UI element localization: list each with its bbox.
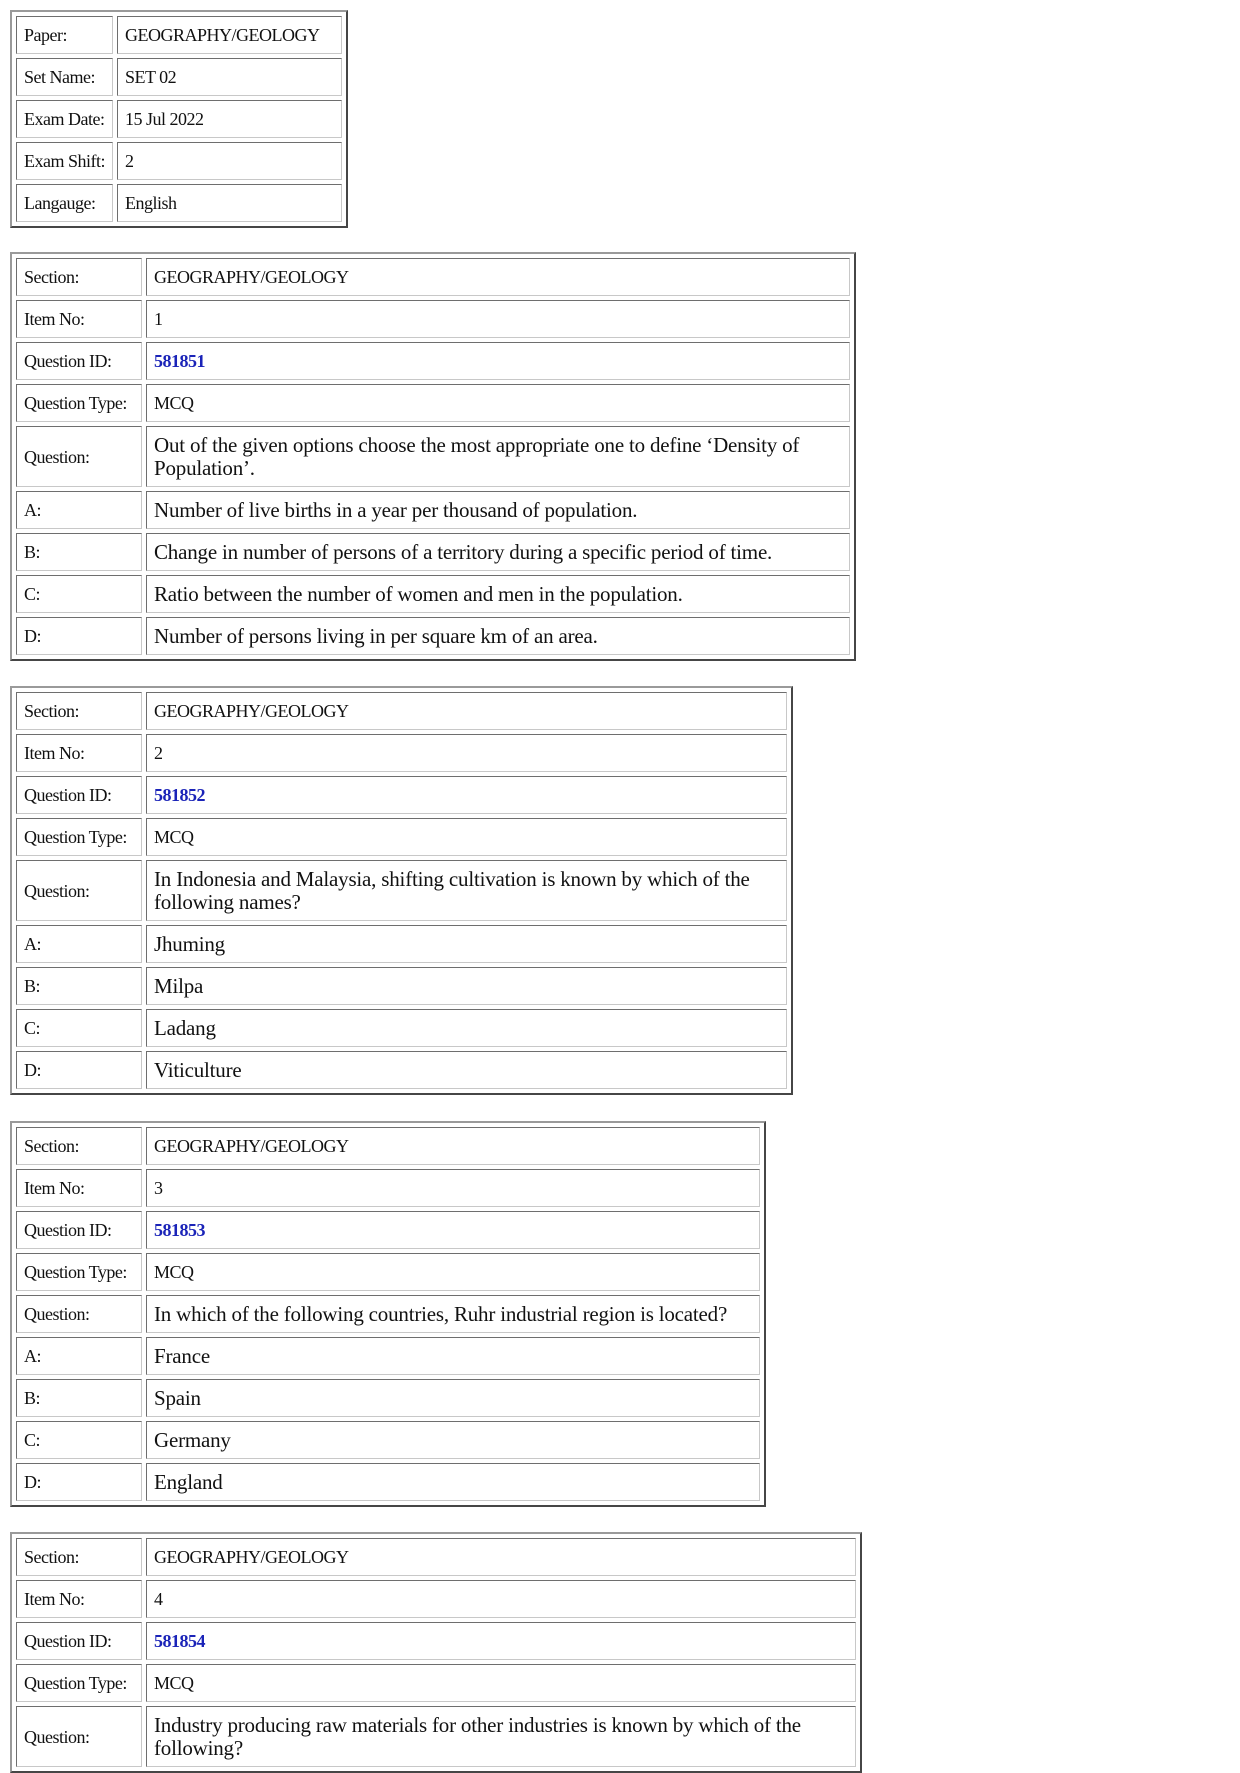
question-text: In which of the following countries, Ruhr industrial region is located? bbox=[146, 1295, 760, 1333]
option-c-row bbox=[16, 575, 850, 613]
section-row bbox=[16, 1127, 760, 1165]
language-row bbox=[16, 184, 342, 222]
section-value: GEOGRAPHY/GEOLOGY bbox=[146, 1127, 760, 1165]
question-type-label: Question Type: bbox=[16, 1253, 142, 1291]
section-label: Section: bbox=[16, 1538, 142, 1576]
option-d-text: Number of persons living in per square km of an area. bbox=[146, 617, 850, 655]
question-table-3 bbox=[10, 1121, 766, 1507]
section-value: GEOGRAPHY/GEOLOGY bbox=[146, 692, 787, 730]
question-id-row bbox=[16, 1622, 856, 1660]
option-a-label: A: bbox=[16, 1337, 142, 1375]
section-label: Section: bbox=[16, 258, 142, 296]
option-c-label: C: bbox=[16, 575, 142, 613]
item-no-row bbox=[16, 1580, 856, 1618]
section-row bbox=[16, 258, 850, 296]
option-d-row bbox=[16, 1463, 760, 1501]
question-type-label: Question Type: bbox=[16, 818, 142, 856]
question-id-value: 581854 bbox=[146, 1622, 856, 1660]
option-c-label: C: bbox=[16, 1421, 142, 1459]
option-c-text: Ratio between the number of women and men in the population. bbox=[146, 575, 850, 613]
question-id-label: Question ID: bbox=[16, 1211, 142, 1249]
option-c-text: Ladang bbox=[146, 1009, 787, 1047]
option-c-row bbox=[16, 1421, 760, 1459]
option-b-label: B: bbox=[16, 967, 142, 1005]
set-name-value: SET 02 bbox=[117, 58, 342, 96]
option-c-text: Germany bbox=[146, 1421, 760, 1459]
exam-date-value: 15 Jul 2022 bbox=[117, 100, 342, 138]
question-type-value: MCQ bbox=[146, 1253, 760, 1291]
question-type-label: Question Type: bbox=[16, 1664, 142, 1702]
question-id-value: 581852 bbox=[146, 776, 787, 814]
option-a-row bbox=[16, 1337, 760, 1375]
question-id-row bbox=[16, 776, 787, 814]
option-d-label: D: bbox=[16, 1463, 142, 1501]
question-id-label: Question ID: bbox=[16, 342, 142, 380]
paper-row bbox=[16, 16, 342, 54]
exam-shift-row bbox=[16, 142, 342, 180]
option-b-label: B: bbox=[16, 1379, 142, 1417]
option-d-row bbox=[16, 617, 850, 655]
item-no-row bbox=[16, 300, 850, 338]
option-b-row bbox=[16, 1379, 760, 1417]
question-id-label: Question ID: bbox=[16, 776, 142, 814]
exam-shift-value: 2 bbox=[117, 142, 342, 180]
option-d-text: Viticulture bbox=[146, 1051, 787, 1089]
question-row bbox=[16, 426, 850, 487]
question-type-row bbox=[16, 1253, 760, 1291]
section-label: Section: bbox=[16, 692, 142, 730]
question-row bbox=[16, 1706, 856, 1767]
item-no-value: 1 bbox=[146, 300, 850, 338]
option-b-row bbox=[16, 533, 850, 571]
exam-shift-label: Exam Shift: bbox=[16, 142, 113, 180]
question-id-value: 581853 bbox=[146, 1211, 760, 1249]
question-id-row bbox=[16, 1211, 760, 1249]
option-a-row bbox=[16, 491, 850, 529]
option-a-label: A: bbox=[16, 925, 142, 963]
section-value: GEOGRAPHY/GEOLOGY bbox=[146, 1538, 856, 1576]
option-c-label: C: bbox=[16, 1009, 142, 1047]
paper-label: Paper: bbox=[16, 16, 113, 54]
paper-value: GEOGRAPHY/GEOLOGY bbox=[117, 16, 342, 54]
question-type-row bbox=[16, 1664, 856, 1702]
question-table-2 bbox=[10, 686, 793, 1095]
item-no-value: 3 bbox=[146, 1169, 760, 1207]
option-d-label: D: bbox=[16, 1051, 142, 1089]
option-d-text: England bbox=[146, 1463, 760, 1501]
option-b-text: Change in number of persons of a territory during a specific period of time. bbox=[146, 533, 850, 571]
set-name-label: Set Name: bbox=[16, 58, 113, 96]
set-name-row bbox=[16, 58, 342, 96]
option-a-text: France bbox=[146, 1337, 760, 1375]
question-table-4 bbox=[10, 1532, 862, 1773]
item-no-value: 4 bbox=[146, 1580, 856, 1618]
question-label: Question: bbox=[16, 1706, 142, 1767]
option-d-row bbox=[16, 1051, 787, 1089]
question-type-label: Question Type: bbox=[16, 384, 142, 422]
question-id-value: 581851 bbox=[146, 342, 850, 380]
option-a-label: A: bbox=[16, 491, 142, 529]
section-value: GEOGRAPHY/GEOLOGY bbox=[146, 258, 850, 296]
question-label: Question: bbox=[16, 426, 142, 487]
question-table-1 bbox=[10, 252, 856, 661]
item-no-row bbox=[16, 734, 787, 772]
question-type-value: MCQ bbox=[146, 384, 850, 422]
option-c-row bbox=[16, 1009, 787, 1047]
option-b-text: Milpa bbox=[146, 967, 787, 1005]
question-label: Question: bbox=[16, 1295, 142, 1333]
question-id-row bbox=[16, 342, 850, 380]
option-a-row bbox=[16, 925, 787, 963]
item-no-label: Item No: bbox=[16, 1169, 142, 1207]
item-no-row bbox=[16, 1169, 760, 1207]
option-a-text: Jhuming bbox=[146, 925, 787, 963]
question-id-label: Question ID: bbox=[16, 1622, 142, 1660]
question-type-value: MCQ bbox=[146, 818, 787, 856]
exam-date-row bbox=[16, 100, 342, 138]
item-no-value: 2 bbox=[146, 734, 787, 772]
item-no-label: Item No: bbox=[16, 1580, 142, 1618]
item-no-label: Item No: bbox=[16, 734, 142, 772]
option-a-text: Number of live births in a year per thousand of population. bbox=[146, 491, 850, 529]
option-d-label: D: bbox=[16, 617, 142, 655]
option-b-label: B: bbox=[16, 533, 142, 571]
item-no-label: Item No: bbox=[16, 300, 142, 338]
section-label: Section: bbox=[16, 1127, 142, 1165]
question-text: Industry producing raw materials for other industries is known by which of the following? bbox=[146, 1706, 856, 1767]
option-b-text: Spain bbox=[146, 1379, 760, 1417]
question-row bbox=[16, 860, 787, 921]
question-row bbox=[16, 1295, 760, 1333]
question-label: Question: bbox=[16, 860, 142, 921]
question-type-row bbox=[16, 818, 787, 856]
exam-info-table bbox=[10, 10, 348, 228]
question-text: Out of the given options choose the most appropriate one to define ‘Density of Population’. bbox=[146, 426, 850, 487]
question-type-value: MCQ bbox=[146, 1664, 856, 1702]
language-label: Langauge: bbox=[16, 184, 113, 222]
exam-date-label: Exam Date: bbox=[16, 100, 113, 138]
option-b-row bbox=[16, 967, 787, 1005]
language-value: English bbox=[117, 184, 342, 222]
section-row bbox=[16, 692, 787, 730]
question-type-row bbox=[16, 384, 850, 422]
question-text: In Indonesia and Malaysia, shifting cultivation is known by which of the following names? bbox=[146, 860, 787, 921]
section-row bbox=[16, 1538, 856, 1576]
